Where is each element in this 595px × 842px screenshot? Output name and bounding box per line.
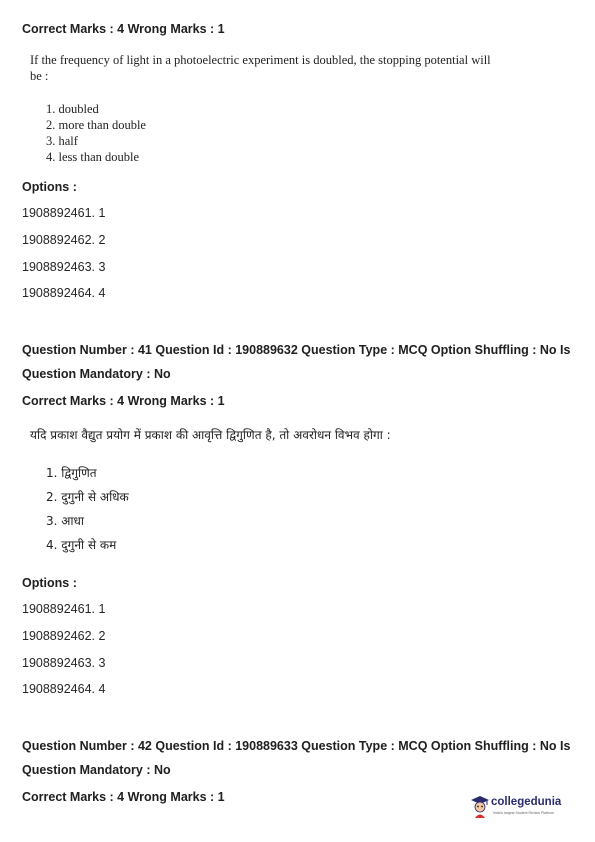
- marks-line: Correct Marks : 4 Wrong Marks : 1: [22, 394, 225, 408]
- option-id: 1908892462. 2: [22, 629, 106, 643]
- options-label: Options :: [22, 576, 77, 590]
- option-id: 1908892461. 1: [22, 602, 106, 616]
- question-text-line2: be :: [30, 69, 49, 83]
- options-label: Options :: [22, 180, 77, 194]
- question-text-hindi: यदि प्रकाश वैद्युत प्रयोग में प्रकाश की आवृत्ति द्विगुणित है, तो अवरोधन विभव होगा :: [30, 428, 391, 442]
- marks-line: Correct Marks : 4 Wrong Marks : 1: [22, 22, 225, 36]
- collegedunia-logo: [470, 794, 570, 820]
- choice-item: 4. less than double: [46, 150, 140, 164]
- option-id: 1908892464. 4: [22, 286, 106, 300]
- choice-item-hindi: 2. दुगुनी से अधिक: [46, 490, 129, 504]
- logo-tagline: India's largest Student Review Platform: [493, 811, 554, 815]
- option-id: 1908892462. 2: [22, 233, 106, 247]
- option-id: 1908892463. 3: [22, 260, 106, 274]
- choice-item: 1. doubled: [46, 102, 99, 116]
- option-id: 1908892463. 3: [22, 656, 106, 670]
- question-header-line1: Question Number : 41 Question Id : 190889632 Question Type : MCQ Option Shuffling : No Is: [22, 343, 571, 357]
- question-header-line2: Question Mandatory : No: [22, 367, 171, 381]
- question-header-line2: Question Mandatory : No: [22, 763, 171, 777]
- choice-item-hindi: 3. आधा: [46, 514, 85, 528]
- question-text-line1: If the frequency of light in a photoelectric experiment is doubled, the stopping potential will: [30, 53, 491, 67]
- marks-line: Correct Marks : 4 Wrong Marks : 1: [22, 790, 225, 804]
- question-header-line1: Question Number : 42 Question Id : 190889633 Question Type : MCQ Option Shuffling : No Is: [22, 739, 571, 753]
- choice-item-hindi: 1. द्विगुणित: [46, 466, 97, 480]
- choice-item: 3. half: [46, 134, 78, 148]
- choice-item-hindi: 4. दुगुनी से कम: [46, 538, 117, 552]
- graduate-mascot-icon: [470, 794, 490, 818]
- option-id: 1908892464. 4: [22, 682, 106, 696]
- choice-item: 2. more than double: [46, 118, 146, 132]
- logo-wordmark: collegedunia: [491, 796, 562, 808]
- option-id: 1908892461. 1: [22, 206, 106, 220]
